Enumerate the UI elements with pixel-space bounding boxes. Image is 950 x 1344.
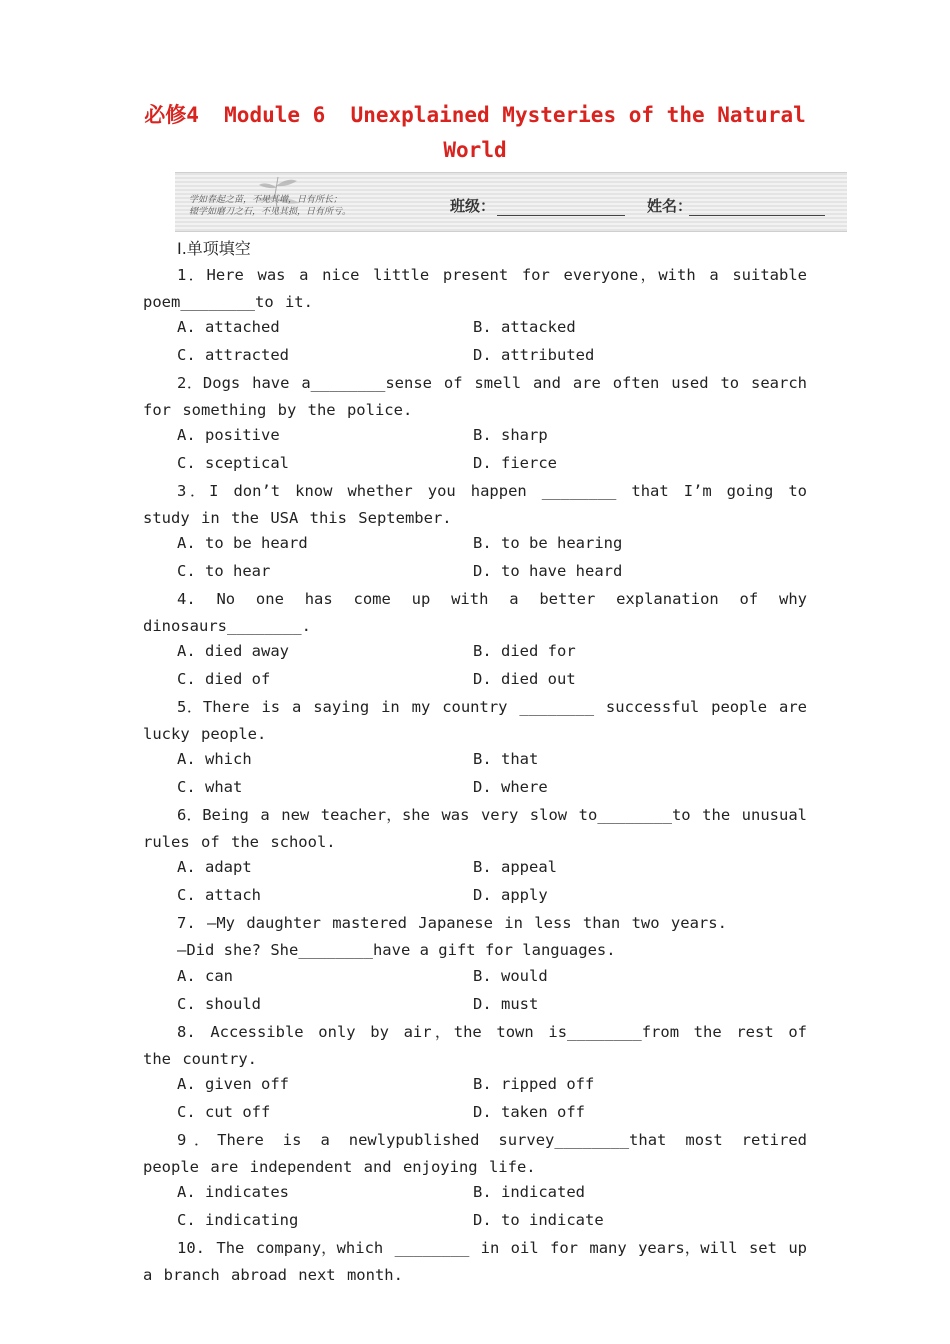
- title-line-1: 必修4 Module 6 Unexplained Mysteries of the Natural: [144, 103, 806, 127]
- question-stem: 2．Dogs have a________sense of smell and are often used to search for something by the police.: [143, 374, 807, 419]
- question-stem: 9．There is a newlypublished survey________that most retired people are independent and enjoying life.: [143, 1131, 807, 1176]
- answer-option[interactable]: A. indicates: [177, 1183, 289, 1201]
- motto: [189, 194, 351, 218]
- option-row: [143, 423, 807, 451]
- answer-option[interactable]: B. ripped off: [473, 1075, 595, 1093]
- question-item: [143, 694, 807, 802]
- document-title: [140, 98, 810, 168]
- option-row: [143, 559, 807, 587]
- answer-option[interactable]: D. apply: [473, 885, 548, 904]
- answer-option[interactable]: C. cut off: [177, 1102, 271, 1121]
- option-row: [143, 667, 807, 695]
- answer-option[interactable]: C. sceptical: [177, 453, 289, 472]
- question-stem: 6．Being a new teacher，she was very slow to________to the unusual rules of the school.: [143, 806, 807, 851]
- answer-option[interactable]: A. attached: [177, 318, 280, 336]
- class-label: 班级：: [450, 197, 496, 215]
- answer-option[interactable]: B. that: [473, 750, 539, 768]
- answer-option[interactable]: A. can: [177, 967, 233, 985]
- question-item: [143, 1235, 807, 1288]
- option-row: [143, 1208, 807, 1236]
- answer-option[interactable]: C. died of: [177, 669, 271, 688]
- motto-line-1: 学如春起之苗，不见其增，日有所长；: [189, 195, 343, 205]
- name-label: 姓名：: [647, 197, 693, 215]
- answer-option[interactable]: A. adapt: [177, 858, 252, 876]
- answer-option[interactable]: C. to hear: [177, 561, 271, 580]
- option-row: [143, 1100, 807, 1128]
- answer-option[interactable]: B. sharp: [473, 426, 548, 444]
- answer-option[interactable]: D. died out: [473, 669, 576, 688]
- question-list: [143, 262, 807, 1288]
- answer-option[interactable]: A. to be heard: [177, 534, 308, 552]
- answer-option[interactable]: B. to be hearing: [473, 534, 623, 552]
- option-row: [143, 315, 807, 343]
- question-item: [143, 1019, 807, 1127]
- question-item: [143, 478, 807, 586]
- question-item: [143, 262, 807, 370]
- answer-option[interactable]: C. attracted: [177, 345, 289, 364]
- answer-option[interactable]: C. what: [177, 777, 243, 796]
- answer-option[interactable]: A. which: [177, 750, 252, 768]
- answer-option[interactable]: C. should: [177, 994, 261, 1013]
- question-item: [143, 370, 807, 478]
- answer-option[interactable]: D. to have heard: [473, 561, 623, 580]
- option-row: [143, 639, 807, 667]
- question-item: [143, 1127, 807, 1235]
- option-row: [143, 775, 807, 803]
- option-row: [143, 964, 807, 992]
- option-row: [143, 1072, 807, 1100]
- option-row: [143, 992, 807, 1020]
- option-row: [143, 855, 807, 883]
- answer-option[interactable]: A. given off: [177, 1075, 289, 1093]
- answer-option[interactable]: A. positive: [177, 426, 280, 444]
- option-row: [143, 883, 807, 911]
- answer-option[interactable]: B. would: [473, 967, 548, 985]
- question-stem-reply: —Did she? She________have a gift for languages.: [177, 940, 616, 959]
- answer-option[interactable]: A. died away: [177, 642, 289, 660]
- answer-option[interactable]: B. indicated: [473, 1183, 585, 1201]
- answer-option[interactable]: D. must: [473, 994, 539, 1013]
- answer-option[interactable]: B. died for: [473, 642, 576, 660]
- answer-option[interactable]: D. fierce: [473, 453, 557, 472]
- answer-option[interactable]: B. attacked: [473, 318, 576, 336]
- question-item: [143, 586, 807, 694]
- question-item: [143, 910, 807, 1019]
- answer-option[interactable]: D. taken off: [473, 1102, 585, 1121]
- question-stem: 1．Here was a nice little present for everyone，with a suitable poem________to it.: [143, 266, 807, 311]
- option-row: [143, 343, 807, 371]
- answer-option[interactable]: D. attributed: [473, 345, 595, 364]
- answer-option[interactable]: C. attach: [177, 885, 261, 904]
- question-stem: 8. Accessible only by air，the town is________from the rest of the country.: [143, 1023, 807, 1068]
- question-stem: 5．There is a saying in my country ________ successful people are lucky people.: [143, 698, 807, 743]
- name-input-line[interactable]: [689, 215, 825, 216]
- option-row: [143, 1180, 807, 1208]
- section-heading: Ⅰ.单项填空: [177, 239, 251, 258]
- answer-option[interactable]: D. where: [473, 777, 548, 796]
- question-item: [143, 802, 807, 910]
- option-row: [143, 451, 807, 479]
- class-input-line[interactable]: [497, 215, 625, 216]
- question-stem: 10. The company，which ________ in oil for many years，will set up a branch abroad next month.: [143, 1239, 807, 1284]
- motto-line-2: 辍学如磨刀之石，不见其损，日有所亏。: [189, 207, 352, 217]
- header-banner: [175, 172, 847, 232]
- question-stem: 4. No one has come up with a better explanation of why dinosaurs________.: [143, 590, 807, 635]
- option-row: [143, 531, 807, 559]
- title-line-2: World: [443, 138, 507, 162]
- question-stem: 7. —My daughter mastered Japanese in less than two years.: [177, 914, 727, 932]
- question-stem: 3．I don’t know whether you happen ________ that I’m going to study in the USA this September.: [143, 482, 807, 527]
- option-row: [143, 747, 807, 775]
- answer-option[interactable]: C. indicating: [177, 1210, 299, 1229]
- answer-option[interactable]: B. appeal: [473, 858, 557, 876]
- answer-option[interactable]: D. to indicate: [473, 1210, 604, 1229]
